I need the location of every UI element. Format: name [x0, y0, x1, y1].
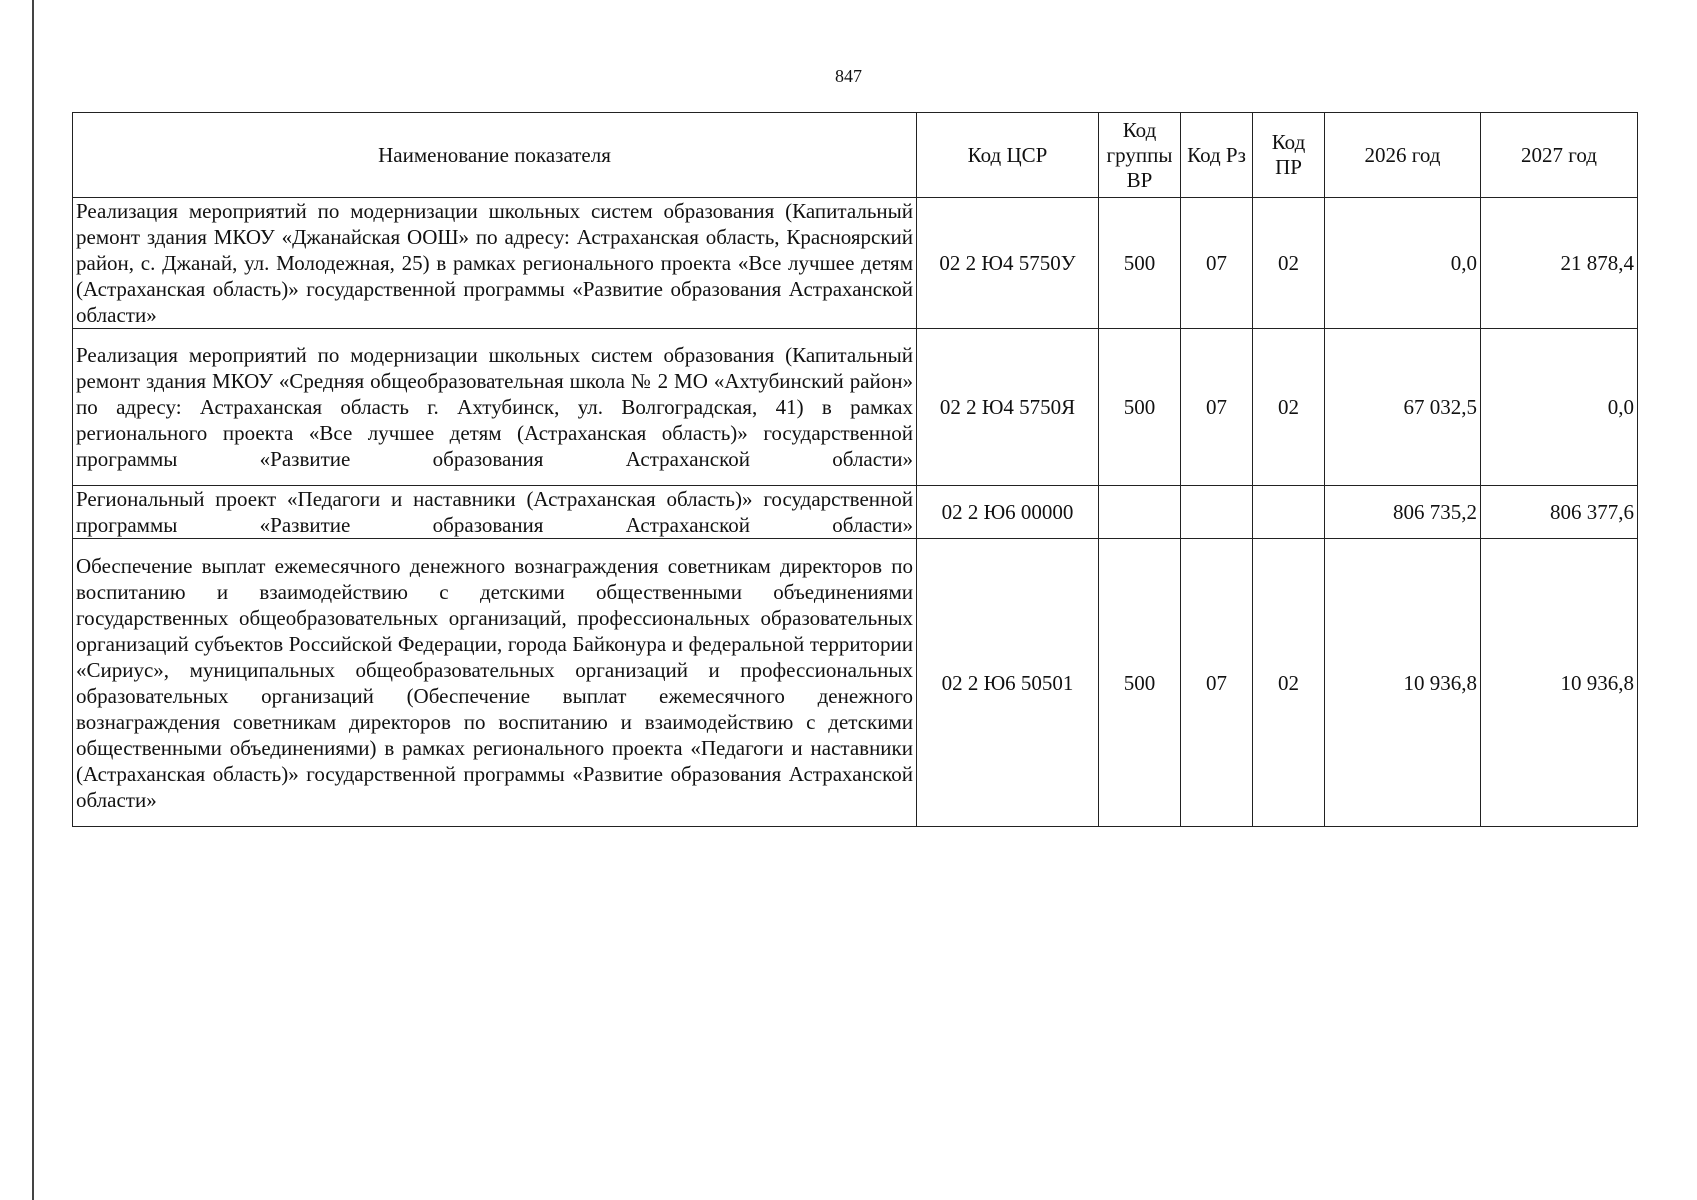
header-csr: Код ЦСР	[917, 113, 1099, 198]
header-2027: 2027 год	[1481, 113, 1638, 198]
row-2026: 0,0	[1325, 198, 1481, 329]
row-rz	[1181, 486, 1253, 539]
header-rz: Код Рз	[1181, 113, 1253, 198]
row-csr: 02 2 Ю4 5750У	[917, 198, 1099, 329]
table-row	[73, 486, 1638, 539]
row-csr: 02 2 Ю6 00000	[917, 486, 1099, 539]
row-pr: 02	[1253, 329, 1325, 486]
table-header	[73, 113, 1638, 198]
row-rz: 07	[1181, 329, 1253, 486]
table-row	[73, 198, 1638, 329]
header-name: Наименование показателя	[73, 113, 917, 198]
row-vr: 500	[1099, 539, 1181, 827]
row-2027: 0,0	[1481, 329, 1638, 486]
row-2026: 806 735,2	[1325, 486, 1481, 539]
row-2026: 67 032,5	[1325, 329, 1481, 486]
row-name: Реализация мероприятий по модернизации школьных систем образования (Капитальный ремонт здания МКОУ «Джанайская ООШ» по адресу: Астраханская область, Красноярский район, с. Джанай, ул. Молодежная, 25) в рамках регионального проекта «Все лучшее детям (Астраханская область)» государственной программы «Развитие образования Астраханской области»	[73, 198, 917, 329]
row-pr	[1253, 486, 1325, 539]
row-csr: 02 2 Ю6 50501	[917, 539, 1099, 827]
row-name: Реализация мероприятий по модернизации школьных систем образования (Капитальный ремонт здания МКОУ «Средняя общеобразовательная школа № 2 МО «Ахтубинский район» по адресу: Астраханская область г. Ахтубинск, ул. Волгоградская, 41) в рамках регионального проекта «Все лучшее детям (Астраханская область)» государственной программы «Развитие образования Астраханской области»	[73, 329, 917, 486]
table-row	[73, 329, 1638, 486]
row-name: Обеспечение выплат ежемесячного денежного вознаграждения советникам директоров по воспитанию и взаимодействию с детскими общественными объединениями государственных общеобразовательных организаций, профессиональных образовательных организаций субъектов Российской Федерации, города Байконура и федеральной территории «Сириус», муниципальных общеобразовательных организаций и профессиональных образовательных организаций (Обеспечение выплат ежемесячного денежного вознаграждения советникам директоров по воспитанию и взаимодействию с детскими общественными объединениями) в рамках регионального проекта «Педагоги и наставники (Астраханская область)» государственной программы «Развитие образования Астраханской области»	[73, 539, 917, 827]
row-vr: 500	[1099, 329, 1181, 486]
row-pr: 02	[1253, 198, 1325, 329]
row-2027: 21 878,4	[1481, 198, 1638, 329]
header-2026: 2026 год	[1325, 113, 1481, 198]
page-number: 847	[835, 66, 862, 86]
header-pr: Код ПР	[1253, 113, 1325, 198]
table-row	[73, 539, 1638, 827]
row-vr	[1099, 486, 1181, 539]
header-row	[73, 113, 1638, 198]
row-rz: 07	[1181, 539, 1253, 827]
row-vr: 500	[1099, 198, 1181, 329]
row-name: Региональный проект «Педагоги и наставники (Астраханская область)» государственной программы «Развитие образования Астраханской области»	[73, 486, 917, 539]
row-csr: 02 2 Ю4 5750Я	[917, 329, 1099, 486]
page-margin-line	[32, 0, 34, 1200]
row-2027: 806 377,6	[1481, 486, 1638, 539]
row-pr: 02	[1253, 539, 1325, 827]
row-2026: 10 936,8	[1325, 539, 1481, 827]
header-vr: Код группы ВР	[1099, 113, 1181, 198]
row-rz: 07	[1181, 198, 1253, 329]
row-2027: 10 936,8	[1481, 539, 1638, 827]
budget-table	[72, 112, 1638, 827]
